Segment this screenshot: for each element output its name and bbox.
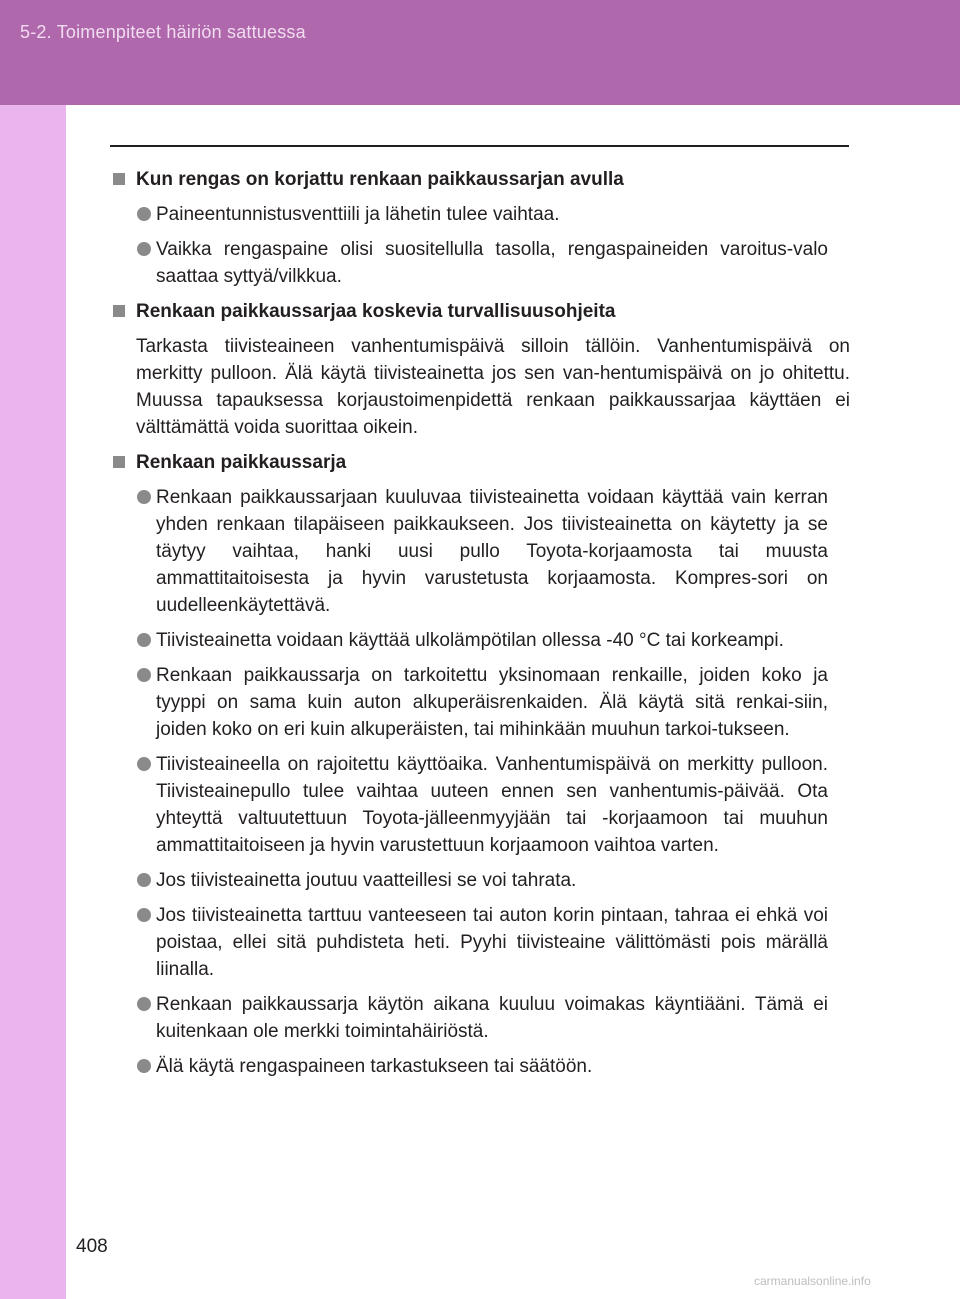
list-item: [110, 236, 828, 290]
section-heading: [110, 449, 850, 476]
heading-text: Renkaan paikkaussarja: [136, 452, 347, 473]
square-bullet-icon: [113, 305, 125, 317]
section-rule: [110, 145, 849, 147]
list-item: [110, 201, 828, 228]
list-item-text: Jos tiivisteainetta tarttuu vanteeseen tai auton korin pintaan, tahraa ei ehkä voi poistaa, ellei sitä puhdisteta heti. Pyyhi tiivisteaine välittömästi pois märällä liinalla.: [156, 905, 828, 980]
square-bullet-icon: [113, 456, 125, 468]
circle-bullet-icon: [137, 908, 151, 922]
paragraph: Tarkasta tiivisteaineen vanhentumispäivä silloin tällöin. Vanhentumispäivä on merkitty pulloon. Älä käytä tiivisteainetta jos sen van-hentumispäivä on jo ohitettu. Muussa tapauksessa korjaustoimenpidettä renkaan paikkaussarjaa käyttäen ei välttämättä voida suorittaa oikein.: [136, 336, 850, 438]
list-item: [110, 484, 828, 619]
section-heading: [110, 298, 850, 325]
list-item-text: Tiivisteainetta voidaan käyttää ulkolämpötilan ollessa -40 °C tai korkeampi.: [156, 630, 784, 651]
section-heading: [110, 166, 850, 193]
circle-bullet-icon: [137, 757, 151, 771]
list-item-text: Tiivisteaineella on rajoitettu käyttöaika. Vanhentumispäivä on merkitty pulloon. Tiivisteainepullo tulee vaihtaa uuteen ennen sen vanhentumis-päivää. Ota yhteyttä valtuutettuun Toyota-jälleenmyyjään tai -korjaamoon tai muuhun ammattitaitoiseen ja hyvin varustettuun korjaamoon vaihtoa varten.: [156, 754, 828, 856]
list-item: [110, 902, 828, 983]
chapter-title: 5-2. Toimenpiteet häiriön sattuessa: [20, 22, 306, 42]
page-content: [110, 166, 850, 1088]
list-item: [110, 991, 828, 1045]
circle-bullet-icon: [137, 1059, 151, 1073]
circle-bullet-icon: [137, 490, 151, 504]
list-item-text: Renkaan paikkaussarja on tarkoitettu yksinomaan renkaille, joiden koko ja tyyppi on sama kuin auton alkuperäisrenkaiden. Älä käytä sitä renkai-siin, joiden koko on eri kuin alkuperäisten, tai mihinkään muuhun tarkoi-tukseen.: [156, 665, 828, 740]
circle-bullet-icon: [137, 633, 151, 647]
circle-bullet-icon: [137, 668, 151, 682]
list-item-text: Renkaan paikkaussarjaan kuuluvaa tiivisteainetta voidaan käyttää vain kerran yhden renkaan tilapäiseen paikkaukseen. Jos tiivisteainetta on käytetty ja se täytyy vaihtaa, hanki uusi pullo Toyota-korjaamosta tai muusta ammattitaitoisesta ja hyvin varustetusta korjaamosta. Kompres-sori on uudelleenkäytettävä.: [156, 487, 828, 616]
list-item-text: Älä käytä rengaspaineen tarkastukseen tai säätöön.: [156, 1056, 593, 1077]
list-item: [110, 662, 828, 743]
circle-bullet-icon: [137, 997, 151, 1011]
header-band: [0, 0, 960, 105]
list-item-text: Jos tiivisteainetta joutuu vaatteillesi se voi tahrata.: [156, 870, 577, 891]
heading-text: Renkaan paikkaussarjaa koskevia turvallisuusohjeita: [136, 301, 616, 322]
circle-bullet-icon: [137, 873, 151, 887]
square-bullet-icon: [113, 173, 125, 185]
list-item-text: Vaikka rengaspaine olisi suositellulla tasolla, rengaspaineiden varoitus-valo saattaa syttyä/vilkkua.: [156, 239, 828, 287]
side-band: [0, 105, 66, 1299]
watermark: carmanualsonline.info: [754, 1274, 871, 1288]
heading-text: Kun rengas on korjattu renkaan paikkaussarjan avulla: [136, 169, 624, 190]
list-item: [110, 1053, 828, 1080]
list-item-text: Renkaan paikkaussarja käytön aikana kuuluu voimakas käyntiääni. Tämä ei kuitenkaan ole merkki toimintahäiriöstä.: [156, 994, 828, 1042]
list-item-text: Paineentunnistusventtiili ja lähetin tulee vaihtaa.: [156, 204, 560, 225]
list-item: [110, 751, 828, 859]
list-item: [110, 867, 828, 894]
circle-bullet-icon: [137, 207, 151, 221]
list-item: [110, 627, 828, 654]
page-number: 408: [76, 1236, 108, 1257]
circle-bullet-icon: [137, 242, 151, 256]
